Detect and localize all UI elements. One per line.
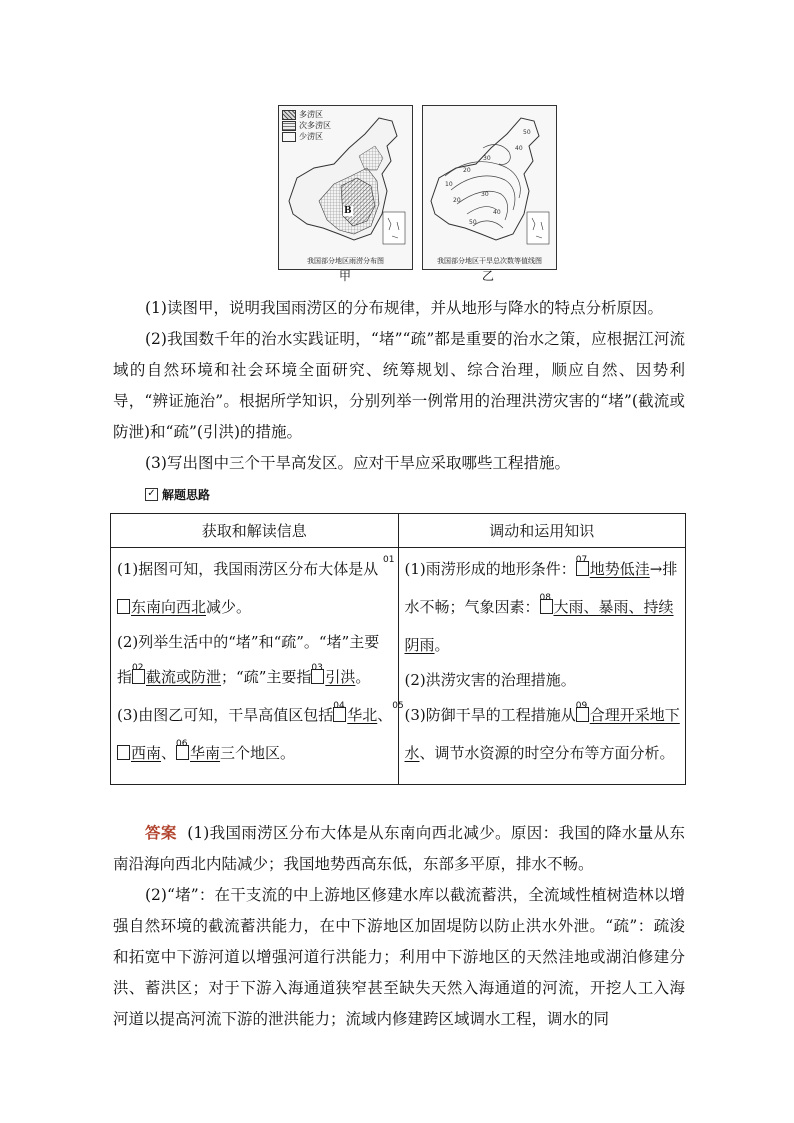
table-header-info: 获取和解读信息 [111,514,399,548]
legend-label-least: 少涝区 [299,132,323,141]
map-b-label: 乙 [481,269,494,283]
table-header-knowledge: 调动和运用知识 [398,514,686,548]
solution-approach-heading [145,486,210,503]
checkbox-icon: ✓ [145,488,158,501]
answer-label: 答案 [145,824,177,842]
cell-text: (3)防御干旱的工程措施从 [404,706,576,724]
map-a-caption: 我国部分地区雨涝分布图 [307,257,384,265]
question-3: (3)写出图中三个干旱高发区。应对干旱应采取哪些工程措施。 [145,454,570,472]
map-a-label: 甲 [338,269,351,283]
blank-number: 08 [539,593,551,603]
table-header-row [111,514,686,548]
cell-text: (2)洪涝灾害的治理措施。 [404,671,576,689]
answer-part-2: (2)“堵”：在干支流的中上游地区修建水库以截流蓄洪，全流域性植树造林以增强自然环境的截流蓄洪能力，在中下游地区加固堤防以防止洪水外泄。“疏”：疏浚和拓宽中下游河道以增强河道行洪能力；利用中下游地区的天然洼地或湖泊修建分洪、蓄洪区；对于下游入海通道狭窄甚至缺失天然入海通道的河流，开挖人工入海河道以提高河流下游的泄洪能力；流域内修建跨区域调水工程，调水的同 [113,886,685,1028]
blank-answer: 华南 [190,744,221,762]
contour-label: 40 [493,209,501,216]
legend-label-moderate: 次多涝区 [299,121,331,130]
blank-answer: 西南 [131,744,162,762]
cell-text: 、调节水资源的时空分布等方面分析。 [419,744,675,762]
blank-number: 03 [311,663,323,673]
answer-part-1 [113,818,685,880]
map-flood-distribution [278,105,413,270]
blank-02 [132,663,222,686]
map-b-caption: 我国部分地区干旱总次数等值线图 [437,257,542,265]
cell-text: (3)由图乙可知，干旱高值区包括 [117,706,334,724]
blank-answer: 华北 [347,706,378,724]
blank-box [117,599,130,614]
legend-item-least [282,131,331,142]
contour-label: 10 [445,181,453,188]
contour-label: 30 [481,191,489,198]
blank-answer: 大雨、暴雨、持续阴雨 [404,598,674,654]
blank-04 [333,701,378,724]
question-1: (1)读图甲，说明我国雨涝区的分布规律，并从地形与降水的特点分析原因。 [145,299,663,317]
map-drought-contours [422,105,557,270]
contour-label: 50 [523,129,531,136]
blank-answer: 地势低洼 [589,560,650,578]
table-row [111,548,686,785]
blank-number: 07 [575,555,588,565]
cell-text: 、 [377,706,393,724]
blank-box [117,745,130,760]
cell-text: (1)据图可知，我国雨涝区分布大体是从 [117,560,379,578]
china-drought-contour-graphic [423,106,556,269]
blank-answer: 截流或防泄 [146,668,222,686]
cell-text: 。 [434,636,450,654]
cell-text: →排水不畅；气象因素： [404,560,678,616]
cell-text: (2)列举生活中的“堵”和“疏”。“堵”主要指 [117,633,380,686]
cell-text: (1)雨涝形成的地形条件： [404,560,576,578]
solution-table [110,513,686,785]
answer-text-1: (1)我国雨涝区分布大体是从东南向西北减少。原因：我国的降水量从东南沿海向西北内陆减少；我国地势西高东低，东部多平原，排水不畅。 [113,824,685,873]
table-cell-info [111,548,404,785]
cell-text: 三个地区。 [220,744,296,762]
map-legend [282,109,331,142]
cell-text: 、 [161,744,177,762]
contour-label: 50 [469,219,477,226]
blank-answer: 引洪 [325,668,356,686]
blank-number: 04 [333,701,345,711]
blank-number: 05 [392,701,404,711]
legend-item-moderate [282,120,331,131]
contour-label: 20 [453,197,461,204]
legend-swatch-moderate [282,121,296,131]
blank-answer: 合理开采地下水 [404,706,680,762]
blank-number: 01 [383,555,395,565]
legend-label-most: 多涝区 [299,110,323,119]
map-marker-b: B [344,206,352,216]
blank-07 [575,555,650,578]
blank-number: 02 [132,663,144,673]
blank-03 [311,663,356,686]
legend-item-most [282,109,331,120]
contour-label: 30 [483,155,491,162]
section-title: 解题思路 [162,488,211,502]
legend-swatch-least [282,132,296,142]
legend-swatch-most [282,110,296,120]
question-2: (2)我国数千年的治水实践证明，“堵”“疏”都是重要的治水之策，应根据江河流域的自然环境和社会环境全面研究、统筹规划、综合治理，顺应自然、因势利导，“辨证施治”。根据所学知识，分别列举一例常用的治理洪涝灾害的“堵”(截流或防泄)和“疏”(引洪)的措施。 [113,330,685,441]
blank-06 [176,739,221,762]
cell-text: ；“疏”主要指 [221,668,312,686]
blank-answer: 东南向西北 [131,598,207,616]
blank-number: 06 [176,739,188,749]
contour-label: 40 [515,145,523,152]
cell-text: 减少。 [206,598,252,616]
cell-text: 。 [355,668,371,686]
table-cell-knowledge [398,548,686,785]
blank-number: 09 [575,701,588,711]
contour-label: 20 [463,167,471,174]
